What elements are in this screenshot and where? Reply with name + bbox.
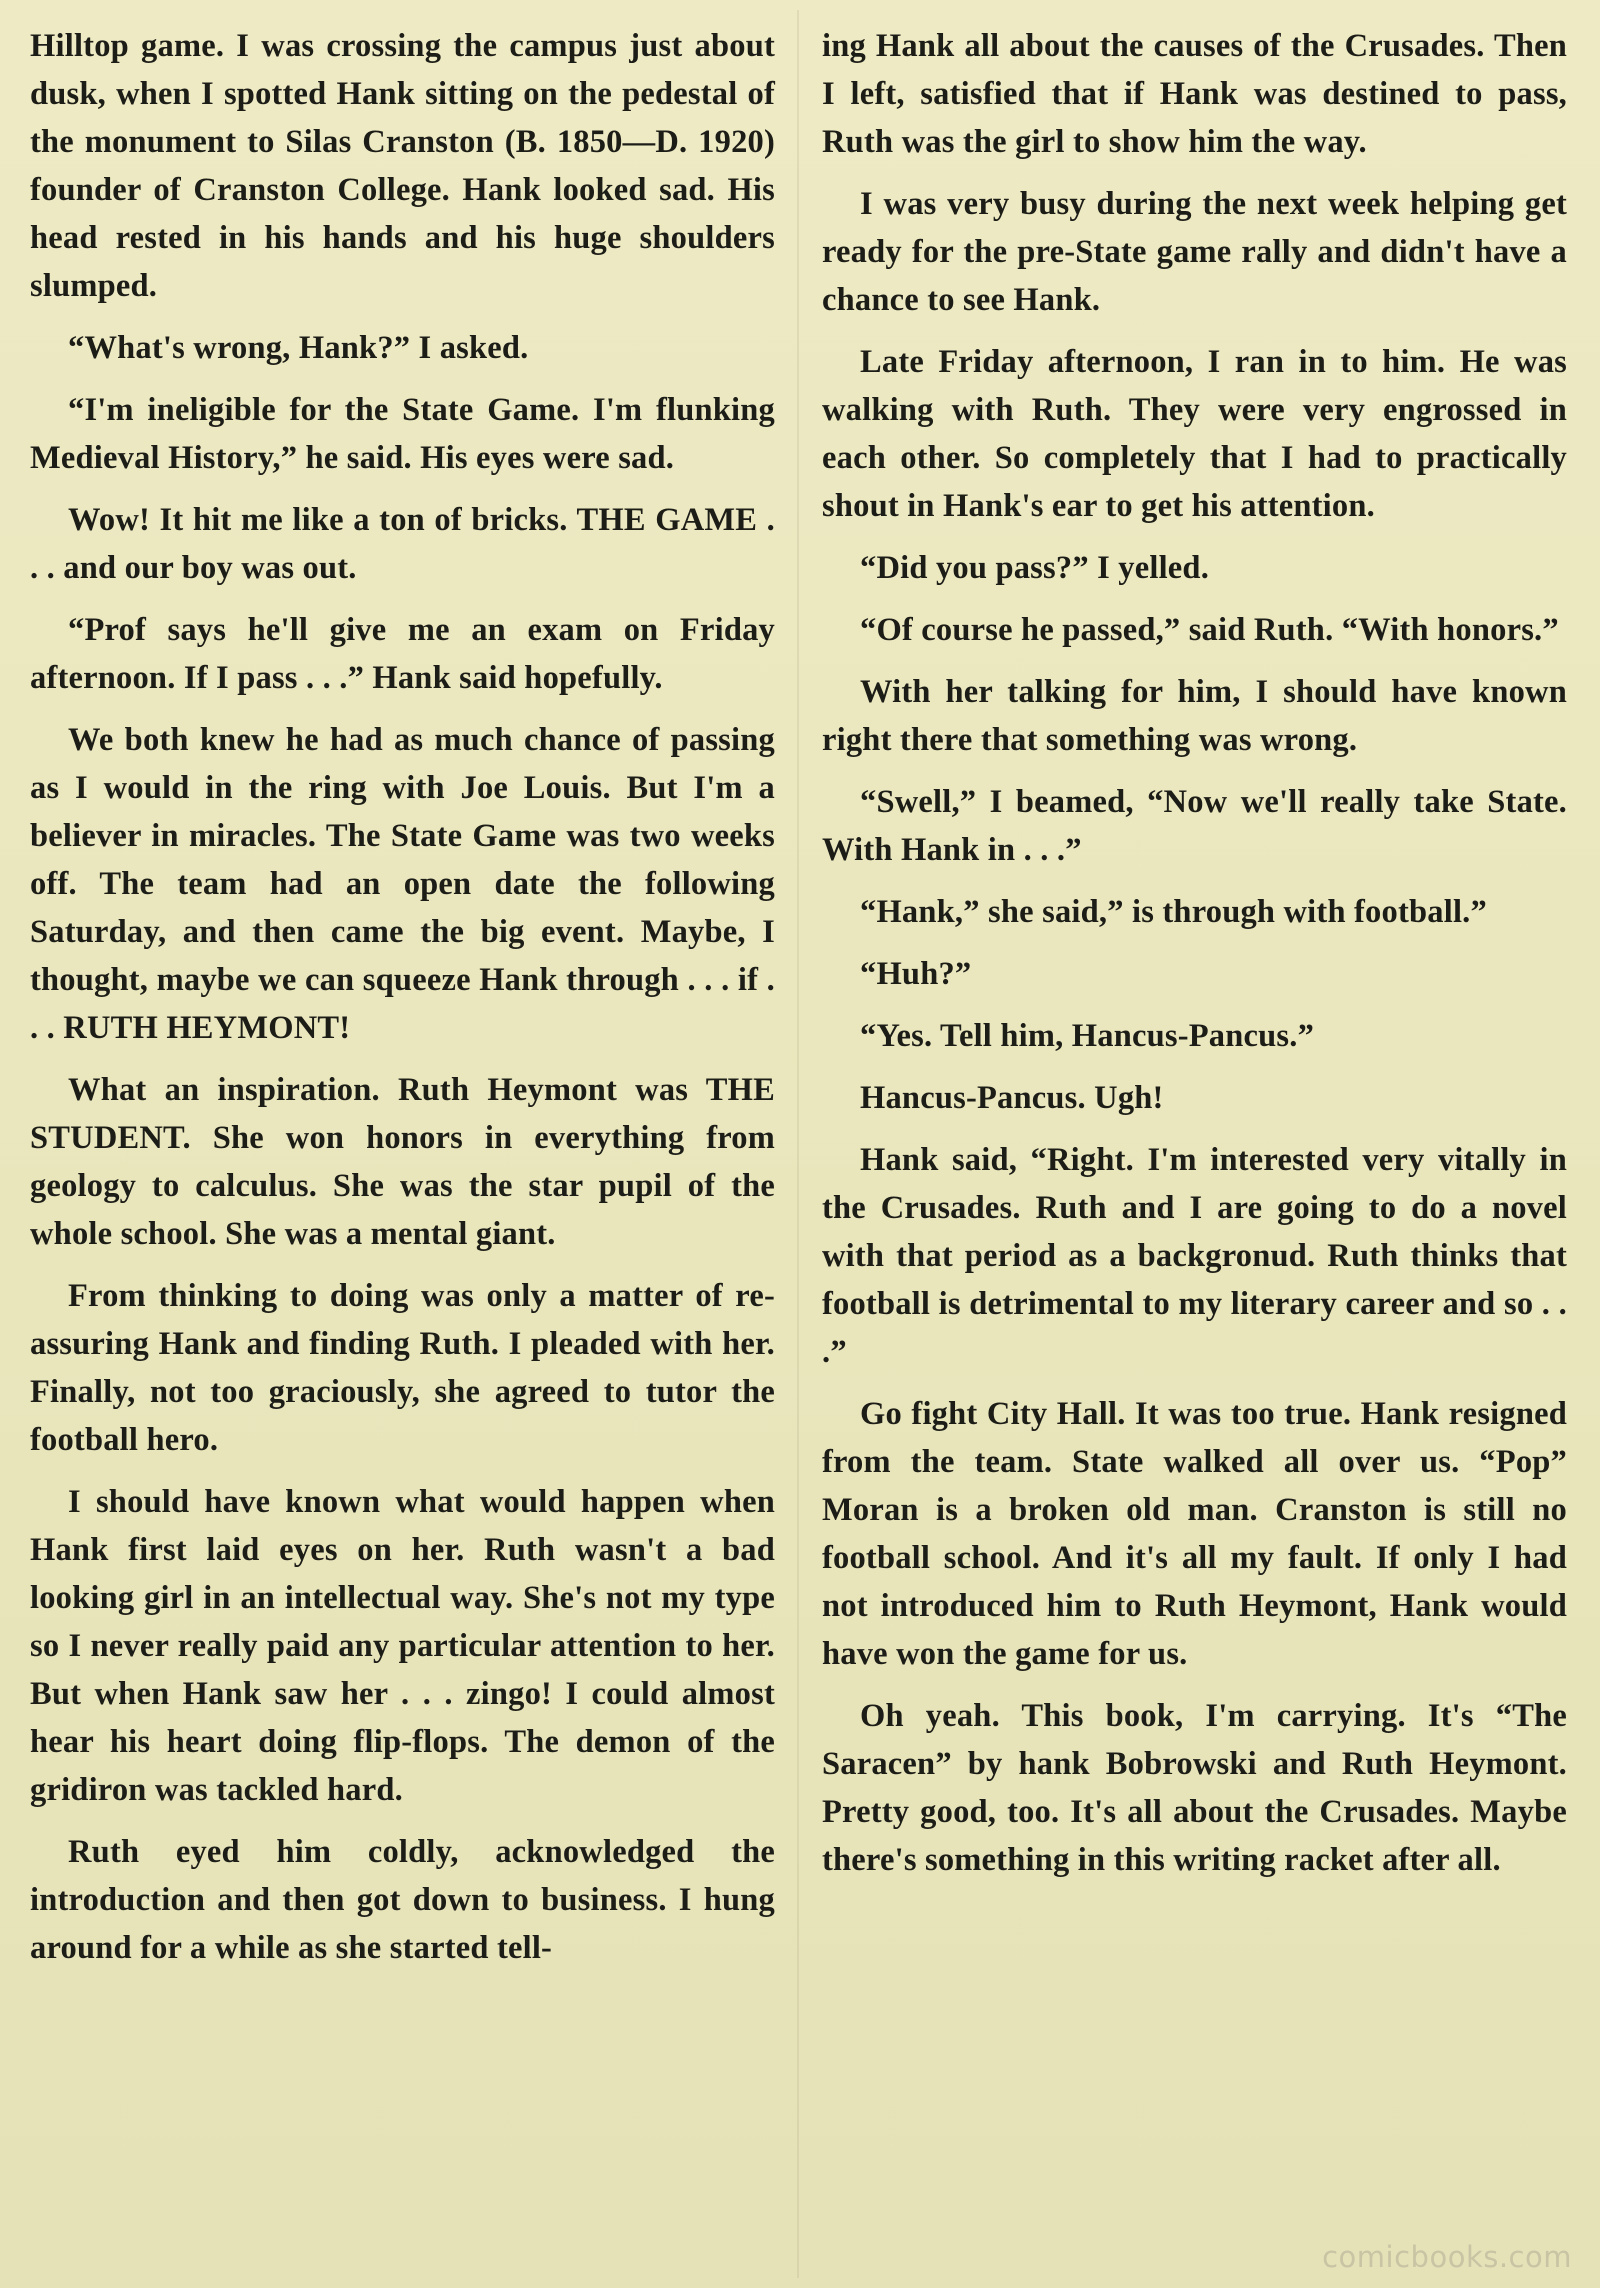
paragraph: Late Friday afternoon, I ran in to him. He was walking with Ruth. They were very engrossed in each other. So completely that I had to practically shout in Hank's ear to get his attention. xyxy=(822,344,1567,524)
right-text-column xyxy=(822,22,1567,1898)
paragraph: What an inspiration. Ruth Heymont was THE STUDENT. She won honors in everything from geology to calculus. She was the star pupil of the whole school. She was a mental giant. xyxy=(30,1072,775,1252)
paragraph: “Yes. Tell him, Hancus-Pancus.” xyxy=(860,1018,1315,1054)
paragraph: “Of course he passed,” said Ruth. “With honors.” xyxy=(860,612,1559,648)
paragraph: Ruth eyed him coldly, acknowledged the introduction and then got down to business. I hung around for a while as she started tell- xyxy=(30,1834,775,1966)
paragraph: “What's wrong, Hank?” I asked. xyxy=(68,330,529,366)
paragraph: “Hank,” she said,” is through with football.” xyxy=(860,894,1487,930)
paragraph: “Did you pass?” I yelled. xyxy=(860,550,1210,586)
site-watermark: comicbooks.com xyxy=(1322,2240,1572,2274)
paragraph: “I'm ineligible for the State Game. I'm flunking Medieval History,” he said. His eyes were sad. xyxy=(30,392,775,476)
paragraph: We both knew he had as much chance of passing as I would in the ring with Joe Louis. But I'm a believer in miracles. The State Game was two weeks off. The team had an open date the following Saturday, and then came the big event. Maybe, I thought, maybe we can squeeze Hank through . . . if . . . RUTH HEYMONT! xyxy=(30,722,775,1046)
left-text-column xyxy=(30,22,775,1986)
column-gutter xyxy=(797,10,799,2278)
paragraph: I should have known what would happen when Hank first laid eyes on her. Ruth wasn't a bad looking girl in an intellectual way. She's not my type so I never really paid any particular attention to her. But when Hank saw her . . . zingo! I could almost hear his heart doing flip-flops. The demon of the gridiron was tackled hard. xyxy=(30,1484,775,1808)
paragraph: ing Hank all about the causes of the Crusades. Then I left, satisfied that if Hank was destined to pass, Ruth was the girl to show him the way. xyxy=(822,28,1567,160)
paragraph: With her talking for him, I should have known right there that something was wrong. xyxy=(822,674,1567,758)
paragraph: Wow! It hit me like a ton of bricks. THE GAME . . . and our boy was out. xyxy=(30,502,775,586)
paragraph: Hancus-Pancus. Ugh! xyxy=(860,1080,1164,1116)
paragraph: From thinking to doing was only a matter of re-assuring Hank and finding Ruth. I pleaded with her. Finally, not too graciously, she agreed to tutor the football hero. xyxy=(30,1278,775,1458)
paragraph: “Swell,” I beamed, “Now we'll really take State. With Hank in . . .” xyxy=(822,784,1567,868)
paragraph: Hilltop game. I was crossing the campus just about dusk, when I spotted Hank sitting on the pedestal of the monument to Silas Cranston (B. 1850—D. 1920) founder of Cranston College. Hank looked sad. His head rested in his hands and his huge shoulders slumped. xyxy=(30,28,775,304)
paragraph: “Huh?” xyxy=(860,956,972,992)
paragraph: Oh yeah. This book, I'm carrying. It's “The Saracen” by hank Bobrowski and Ruth Heymont. Pretty good, too. It's all about the Crusades. Maybe there's something in this writing racket after all. xyxy=(822,1698,1567,1878)
paragraph: Hank said, “Right. I'm interested very vitally in the Crusades. Ruth and I are going to do a novel with that period as a backgronud. Ruth thinks that football is detrimental to my literary career and so . . .” xyxy=(822,1142,1567,1370)
paragraph: I was very busy during the next week helping get ready for the pre-State game rally and didn't have a chance to see Hank. xyxy=(822,186,1567,318)
paragraph: “Prof says he'll give me an exam on Friday afternoon. If I pass . . .” Hank said hopefully. xyxy=(30,612,775,696)
paragraph: Go fight City Hall. It was too true. Hank resigned from the team. State walked all over us. “Pop” Moran is a broken old man. Cranston is still no football school. And it's all my fault. If only I had not introduced him to Ruth Heymont, Hank would have won the game for us. xyxy=(822,1396,1567,1672)
